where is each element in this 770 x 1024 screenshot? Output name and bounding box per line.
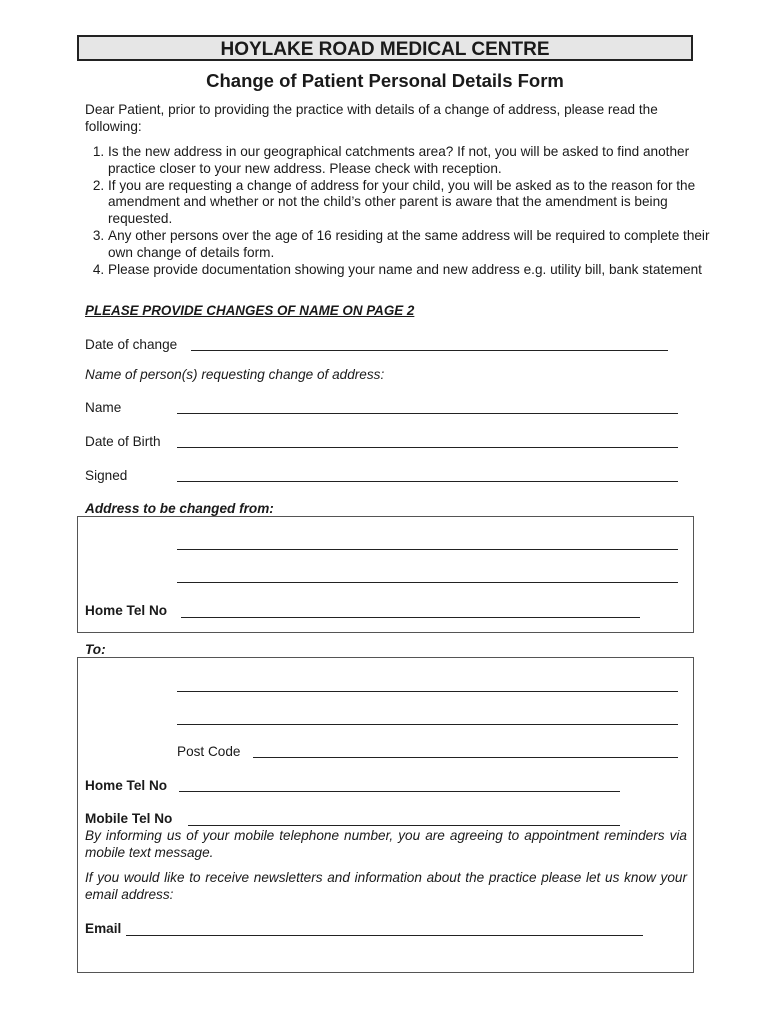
address-to-heading: To:	[85, 642, 106, 657]
dob-field[interactable]	[177, 447, 678, 448]
requirement-item: 2. If you are requesting a change of address for your child, you will be asked as to the reason for the amendment and whether or not the child’s other parent is aware that the amendment is being requested.	[108, 178, 713, 228]
address-to-home-tel-field[interactable]	[179, 791, 620, 792]
intro-text: Dear Patient, prior to providing the practice with details of a change of address, please read the following:	[85, 102, 658, 134]
name-change-note: PLEASE PROVIDE CHANGES OF NAME ON PAGE 2	[85, 303, 415, 318]
form-title: Change of Patient Personal Details Form	[206, 70, 564, 91]
signed-label: Signed	[85, 468, 128, 483]
mobile-tel-field[interactable]	[188, 825, 620, 826]
post-code-field[interactable]	[253, 757, 678, 758]
email-field[interactable]	[126, 935, 643, 936]
requirement-item: 3. Any other persons over the age of 16 residing at the same address will be required to complete their own change of details form.	[108, 228, 713, 262]
requester-heading: Name of person(s) requesting change of address:	[85, 367, 385, 382]
email-label: Email	[85, 921, 122, 936]
address-to-line-2[interactable]	[177, 724, 678, 725]
dob-label: Date of Birth	[85, 434, 161, 449]
requirements-list	[85, 144, 713, 278]
address-from-heading: Address to be changed from:	[85, 501, 274, 516]
requirement-item: 4. Please provide documentation showing your name and new address e.g. utility bill, bank statement	[108, 262, 713, 279]
address-to-home-tel-label: Home Tel No	[85, 778, 168, 793]
date-of-change-label: Date of change	[85, 337, 178, 352]
address-from-box	[77, 516, 694, 633]
date-of-change-field[interactable]	[191, 350, 668, 351]
address-from-home-tel-field[interactable]	[181, 617, 640, 618]
name-field[interactable]	[177, 413, 678, 414]
name-label: Name	[85, 400, 122, 415]
mobile-reminder-note: By informing us of your mobile telephone number, you are agreeing to appointment reminders via mobile text message.	[85, 828, 687, 860]
address-from-line-1[interactable]	[177, 549, 678, 550]
requirement-item: 1. Is the new address in our geographical catchments area? If not, you will be asked to find another practice closer to your new address. Please check with reception.	[108, 144, 713, 178]
practice-name-banner: HOYLAKE ROAD MEDICAL CENTRE	[77, 35, 693, 61]
post-code-label: Post Code	[177, 744, 241, 759]
address-from-line-2[interactable]	[177, 582, 678, 583]
address-from-home-tel-label: Home Tel No	[85, 603, 168, 618]
signature-field[interactable]	[177, 481, 678, 482]
address-to-line-1[interactable]	[177, 691, 678, 692]
newsletter-note: If you would like to receive newsletters and information about the practice please let us know your email address:	[85, 870, 687, 902]
mobile-tel-label: Mobile Tel No	[85, 811, 173, 826]
